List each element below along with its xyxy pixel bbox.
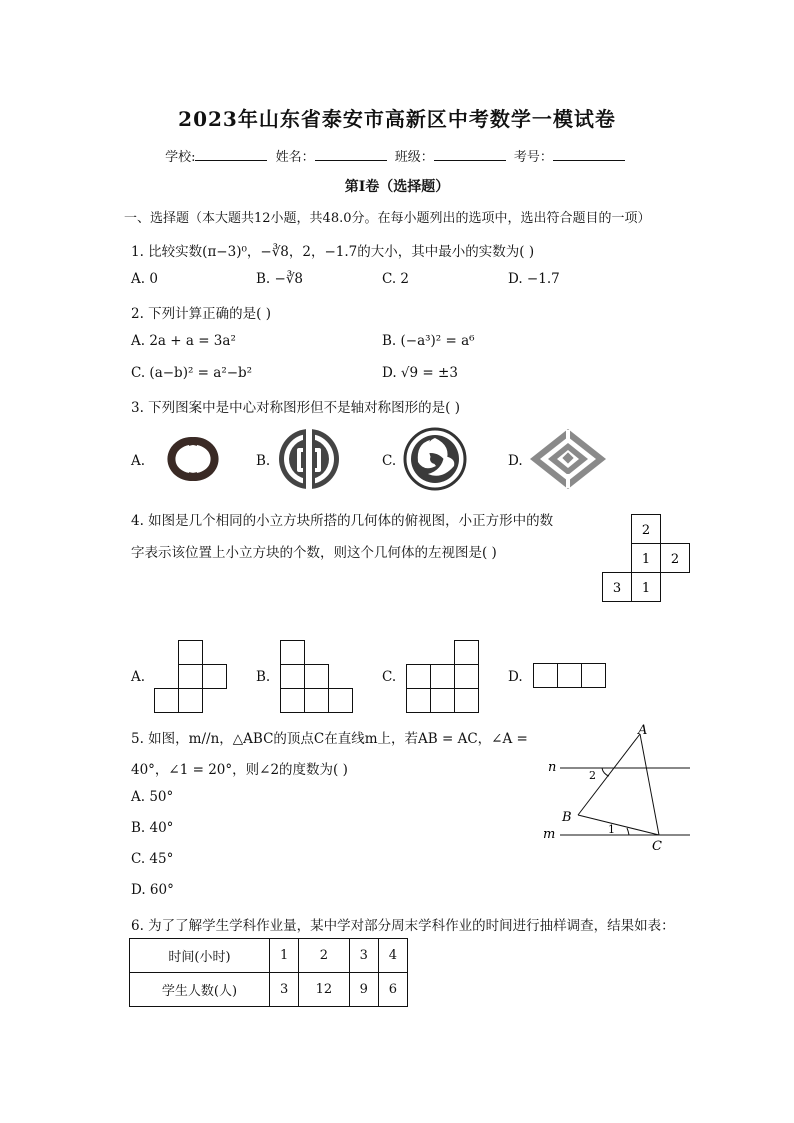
q6-table [129, 938, 408, 1007]
student-info-line [0, 146, 794, 165]
grid-number: 3 [612, 581, 622, 596]
q1-option-b: B. −∛8 [256, 271, 304, 287]
grid-number: 2 [670, 552, 680, 567]
q4-option-b: B. [256, 669, 271, 685]
volume-heading: 第Ⅰ卷（选择题） [344, 179, 450, 195]
exam-no-label: 考号： [513, 150, 553, 165]
angle-2-arc [602, 768, 609, 776]
table-header-cell: 学生人数(人) [130, 973, 270, 1007]
table-cell: 9 [349, 973, 378, 1007]
triangle-parallel-lines-figure [538, 720, 698, 855]
q2-option-d: D. √9 = ±3 [382, 365, 458, 381]
name-blank[interactable] [315, 148, 387, 161]
q5-option-b: B. 40° [131, 820, 174, 836]
class-label: 班级： [394, 150, 434, 165]
exam-title: 2023年山东省泰安市高新区中考数学一模试卷 [178, 107, 616, 131]
table-cell: 4 [378, 939, 407, 973]
table-cell: 3 [349, 939, 378, 973]
grid-number: 2 [641, 523, 651, 538]
q2-option-b: B. (−a³)² = a⁶ [382, 333, 475, 349]
maze-logo-figure [526, 426, 610, 492]
label-c: C [652, 839, 662, 854]
top-view-grid-figure [600, 512, 692, 604]
side-ab [578, 734, 640, 815]
table-cell: 3 [270, 973, 299, 1007]
q1-option-d: D. −1.7 [508, 271, 560, 287]
school-label: 学校: [165, 150, 196, 165]
bank-logo-figure [275, 426, 343, 492]
grid-number: 1 [641, 552, 651, 567]
angle-1-arc [627, 828, 629, 835]
side-bc [578, 815, 659, 835]
grid-number: 1 [641, 581, 651, 596]
label-angle-1: 1 [608, 823, 615, 836]
q6-stem: 6. 为了了解学生学科作业量，某中学对部分周末学科作业的时间进行抽样调查，结果如表： [131, 918, 675, 934]
q4-option-c: C. [382, 669, 397, 685]
q4-option-d-figure [531, 661, 611, 691]
label-b: B [562, 810, 572, 825]
q5-option-a: A. 50° [131, 789, 174, 805]
table-cell: 2 [299, 939, 350, 973]
section-heading: 一、选择题（本大题共12小题，共48.0分。在每小题列出的选项中，选出符合题目的一项） [124, 211, 651, 226]
q4-option-a-figure [152, 638, 232, 716]
q3-stem: 3. 下列图案中是中心对称图形但不是轴对称图形的是( ) [131, 400, 460, 416]
spiral-logo-figure [402, 426, 468, 492]
q4-stem-line2: 字表示该位置上小立方块的个数，则这个几何体的左视图是( ) [131, 545, 497, 561]
q4-option-b-figure [278, 638, 358, 716]
school-blank[interactable] [195, 148, 267, 161]
label-n: n [548, 760, 557, 775]
q5-option-d: D. 60° [131, 882, 174, 898]
q1-option-a: A. 0 [131, 271, 158, 287]
q2-option-c: C. (a−b)² = a²−b² [131, 365, 253, 381]
table-header-cell: 时间(小时) [130, 939, 270, 973]
q3-option-a: A. [131, 453, 146, 469]
q5-option-c: C. 45° [131, 851, 174, 867]
table-cell: 12 [299, 973, 350, 1007]
q5-stem-line1: 5. 如图，m//n，△ABC的顶点C在直线m上，若AB = AC，∠A = [131, 731, 528, 747]
q3-option-c: C. [382, 453, 397, 469]
label-angle-2: 2 [589, 769, 596, 782]
q1-option-c: C. 2 [382, 271, 410, 287]
q2-stem: 2. 下列计算正确的是( ) [131, 306, 271, 322]
table-cell: 1 [270, 939, 299, 973]
q3-option-b: B. [256, 453, 271, 469]
q1-stem: 1. 比较实数(π−3)⁰，−∛8，2，−1.7的大小，其中最小的实数为( ) [131, 244, 535, 260]
q4-option-c-figure [404, 638, 484, 716]
q4-stem-line1: 4. 如图是几个相同的小立方块所搭的几何体的俯视图，小正方形中的数 [131, 513, 554, 529]
q2-option-a: A. 2a + a = 3a² [131, 333, 236, 349]
side-ac [640, 734, 659, 835]
label-a: A [638, 723, 648, 738]
exam-no-blank[interactable] [553, 148, 625, 161]
table-cell: 6 [378, 973, 407, 1007]
chanel-logo-figure [150, 428, 236, 490]
class-blank[interactable] [434, 148, 506, 161]
q4-option-d: D. [508, 669, 523, 685]
q5-stem-line2: 40°，∠1 = 20°，则∠2的度数为( ) [131, 762, 348, 778]
name-label: 姓名： [275, 150, 315, 165]
table-row [130, 939, 408, 973]
table-row [130, 973, 408, 1007]
q3-option-d: D. [508, 453, 523, 469]
q4-option-a: A. [131, 669, 146, 685]
label-m: m [543, 827, 556, 842]
